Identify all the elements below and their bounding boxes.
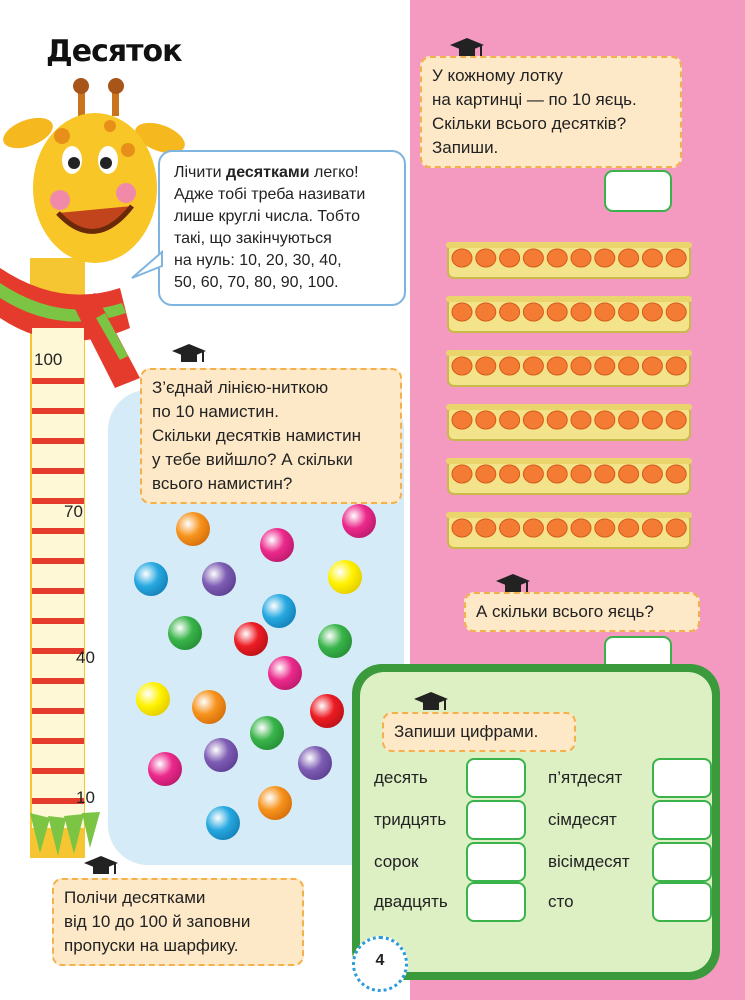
egg: [619, 465, 639, 483]
bead[interactable]: [298, 746, 332, 780]
intro-line1-post: легко!: [309, 164, 359, 181]
intro-line4: такі, що закінчуються: [174, 230, 332, 247]
bead[interactable]: [328, 560, 362, 594]
intro-line2: Адже тобі треба називати: [174, 186, 366, 203]
egg: [523, 411, 543, 429]
egg: [595, 249, 615, 267]
scarf-number-10: 10: [76, 788, 95, 807]
digit-answer-box[interactable]: [466, 842, 526, 882]
bead[interactable]: [250, 716, 284, 750]
egg: [452, 303, 472, 321]
egg: [547, 411, 567, 429]
number-word-right-2: сімдесят: [548, 810, 617, 829]
beads-task-line4: у тебе вийшло? А скільки: [152, 450, 353, 469]
digit-answer-box[interactable]: [652, 758, 712, 798]
egg: [500, 411, 520, 429]
egg: [666, 357, 686, 375]
egg: [595, 303, 615, 321]
egg: [500, 465, 520, 483]
egg: [523, 465, 543, 483]
egg: [619, 411, 639, 429]
number-word-right-1: п’ятдесят: [548, 768, 623, 787]
egg: [642, 249, 662, 267]
bead[interactable]: [318, 624, 352, 658]
egg: [476, 411, 496, 429]
egg: [595, 519, 615, 537]
bead[interactable]: [310, 694, 344, 728]
write-digits-heading: Запиши цифрами.: [394, 722, 539, 741]
bead[interactable]: [192, 690, 226, 724]
beads-task-line3: Скільки десятків намистин: [152, 426, 361, 445]
intro-line6: 50, 60, 70, 80, 90, 100.: [174, 274, 339, 291]
egg: [476, 249, 496, 267]
egg: [547, 465, 567, 483]
scarf-task-line1: Полічи десятками: [64, 888, 206, 907]
digit-answer-box[interactable]: [652, 842, 712, 882]
beads-task-line1: З’єднай лінією-ниткою: [152, 378, 329, 397]
graduation-cap-icon: [414, 692, 448, 714]
intro-line1-pre: Лічити: [174, 164, 227, 181]
egg-tray-illustration: [446, 348, 692, 388]
number-word-right-3: вісімдесят: [548, 852, 630, 871]
egg: [476, 465, 496, 483]
bead[interactable]: [258, 786, 292, 820]
digit-answer-box[interactable]: [652, 882, 712, 922]
egg: [476, 519, 496, 537]
intro-line5: на нуль: 10, 20, 30, 40,: [174, 252, 342, 269]
number-word-left-1: десять: [374, 768, 428, 787]
eggs-total-task-text: А скільки всього яєць?: [476, 602, 654, 621]
egg: [619, 519, 639, 537]
speech-bubble-tail: [130, 250, 166, 280]
intro-line3: лише круглі числа. Тобто: [174, 208, 361, 225]
egg: [452, 249, 472, 267]
egg: [476, 357, 496, 375]
egg: [595, 465, 615, 483]
egg: [666, 303, 686, 321]
egg: [642, 465, 662, 483]
egg: [547, 357, 567, 375]
eggs-task-line4: Запиши.: [432, 138, 499, 157]
bead[interactable]: [262, 594, 296, 628]
egg: [666, 249, 686, 267]
egg: [666, 465, 686, 483]
egg-tray-illustration: [446, 294, 692, 334]
bead[interactable]: [234, 622, 268, 656]
egg: [571, 303, 591, 321]
bead[interactable]: [176, 512, 210, 546]
scarf-task-line3: пропуски на шарфику.: [64, 936, 239, 955]
egg-tray-illustration: [446, 510, 692, 550]
egg: [666, 519, 686, 537]
bead[interactable]: [168, 616, 202, 650]
bead[interactable]: [268, 656, 302, 690]
egg: [547, 519, 567, 537]
egg: [547, 303, 567, 321]
scarf-number-100: 100: [34, 350, 63, 369]
egg: [619, 249, 639, 267]
egg: [642, 357, 662, 375]
scarf-task-box: [52, 878, 304, 966]
egg: [666, 411, 686, 429]
egg: [452, 411, 472, 429]
eggs-task-line1: У кожному лотку: [432, 66, 563, 85]
beads-task-box: [140, 368, 402, 504]
bead[interactable]: [206, 806, 240, 840]
egg: [642, 303, 662, 321]
egg: [571, 357, 591, 375]
eggs-task-line2: на картинці — по 10 яєць.: [432, 90, 637, 109]
beads-task-line2: по 10 намистин.: [152, 402, 279, 421]
egg: [523, 249, 543, 267]
egg: [571, 465, 591, 483]
scarf-number-70: 70: [64, 502, 83, 521]
egg: [452, 465, 472, 483]
bead[interactable]: [204, 738, 238, 772]
digit-answer-box[interactable]: [466, 758, 526, 798]
intro-speech-bubble: [158, 150, 406, 306]
write-digits-heading-box: [382, 712, 576, 752]
egg: [642, 411, 662, 429]
egg: [571, 249, 591, 267]
egg: [595, 411, 615, 429]
page-title: Десяток: [46, 34, 182, 69]
egg: [452, 519, 472, 537]
egg: [523, 303, 543, 321]
digit-answer-box[interactable]: [652, 800, 712, 840]
number-word-left-2: тридцять: [374, 810, 447, 829]
egg: [571, 411, 591, 429]
number-word-right-4: сто: [548, 892, 574, 911]
eggs-total-task-box: [464, 592, 700, 632]
egg-tray-illustration: [446, 456, 692, 496]
egg: [619, 357, 639, 375]
egg: [476, 303, 496, 321]
number-word-left-3: сорок: [374, 852, 419, 871]
egg: [500, 249, 520, 267]
egg: [619, 303, 639, 321]
bead[interactable]: [202, 562, 236, 596]
page-number: 4: [352, 936, 408, 992]
egg: [595, 357, 615, 375]
number-word-left-4: двадцять: [374, 892, 448, 911]
intro-line1-bold: десятками: [226, 164, 310, 181]
bead[interactable]: [260, 528, 294, 562]
eggs-task-line3: Скільки всього десятків?: [432, 114, 627, 133]
egg: [500, 519, 520, 537]
egg-tray-illustration: [446, 402, 692, 442]
beads-task-line5: всього намистин?: [152, 474, 293, 493]
bead[interactable]: [342, 504, 376, 538]
egg: [547, 249, 567, 267]
tens-answer-box[interactable]: [604, 170, 672, 212]
egg: [500, 357, 520, 375]
egg-tray-illustration: [446, 240, 692, 280]
egg: [571, 519, 591, 537]
egg: [452, 357, 472, 375]
bead[interactable]: [134, 562, 168, 596]
egg: [523, 357, 543, 375]
egg: [523, 519, 543, 537]
scarf-number-40: 40: [76, 648, 95, 667]
bead[interactable]: [136, 682, 170, 716]
scarf-task-line2: від 10 до 100 й заповни: [64, 912, 251, 931]
digit-answer-box[interactable]: [466, 800, 526, 840]
graduation-cap-icon: [84, 856, 118, 878]
eggs-task-box: [420, 56, 682, 168]
egg: [500, 303, 520, 321]
egg: [642, 519, 662, 537]
digit-answer-box[interactable]: [466, 882, 526, 922]
bead[interactable]: [148, 752, 182, 786]
graduation-cap-icon: [172, 344, 206, 366]
